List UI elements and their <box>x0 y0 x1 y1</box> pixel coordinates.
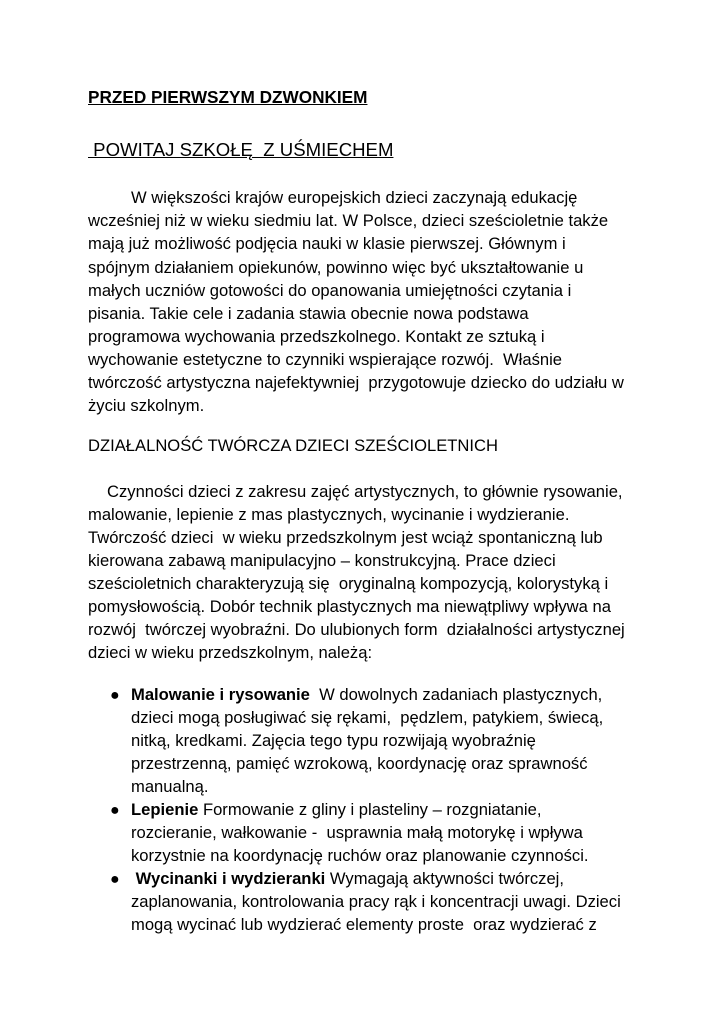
bullet-icon: ● <box>110 687 120 704</box>
list-item-line: rozcieranie, wałkowanie - usprawnia małą motorykę i wpływa <box>131 823 583 842</box>
intro-line: W większości krajów europejskich dzieci zaczynają edukację <box>131 188 578 207</box>
intro-line: małych uczniów gotowości do opanowania umiejętności czytania i <box>88 281 572 300</box>
intro-line: programowa wychowania przedszkolnego. Kontakt ze sztuką i <box>88 327 545 346</box>
list-item-line: zaplanowania, kontrolowania pracy rąk i koncentracji uwagi. Dzieci <box>131 892 621 911</box>
list-item-text: Wymagają aktywności twórczej, <box>325 869 564 888</box>
list-item-line: przestrzenną, pamięć wzrokową, koordynację oraz sprawność <box>131 754 588 773</box>
section-line: kierowana zabawą manipulacyjno – konstrukcyjną. Prace dzieci <box>88 551 556 570</box>
list-item-line: korzystnie na koordynację ruchów oraz planowanie czynności. <box>131 846 589 865</box>
section-line: malowanie, lepienie z mas plastycznych, wycinanie i wydzieranie. <box>88 505 570 524</box>
list-item-line: nitką, kredkami. Zajęcia tego typu rozwijają wyobraźnię <box>131 731 536 750</box>
document-subtitle: POWITAJ SZKOŁĘ Z UŚMIECHEM <box>88 139 394 160</box>
intro-line: spójnym działaniem opiekunów, powinno więc być ukształtowanie u <box>88 258 584 277</box>
intro-line: wcześniej niż w wieku siedmiu lat. W Polsce, dzieci sześcioletnie także <box>88 211 609 230</box>
list-item-first-line <box>131 683 602 706</box>
section-line: sześcioletnich charakteryzują się oryginalną kompozycją, kolorystyką i <box>88 574 609 593</box>
list-item-line: mogą wycinać lub wydzierać elementy proste oraz wydzierać z <box>131 915 597 934</box>
intro-line: twórczość artystyczna najefektywniej przygotowuje dziecko do udziału w <box>88 373 624 392</box>
section-line: Czynności dzieci z zakresu zajęć artystycznych, to głównie rysowanie, <box>107 482 623 501</box>
list-item-term: Lepienie <box>131 800 199 819</box>
list-item-line: manualną. <box>131 777 209 796</box>
list-item-first-line <box>131 798 541 821</box>
intro-line: życiu szkolnym. <box>88 396 205 415</box>
list-item-term: Malowanie i rysowanie <box>131 685 310 704</box>
section-line: pomysłowością. Dobór technik plastycznych ma niewątpliwy wpływa na <box>88 597 611 616</box>
intro-line: pisania. Takie cele i zadania stawia obecnie nowa podstawa <box>88 304 529 323</box>
document-title: PRZED PIERWSZYM DZWONKIEM <box>88 87 368 107</box>
list-item-line: dzieci mogą posługiwać się rękami, pędzlem, patykiem, świecą, <box>131 708 604 727</box>
list-item-text: Formowanie z gliny i plasteliny – rozgniatanie, <box>198 800 542 819</box>
list-item-text: W dowolnych zadaniach plastycznych, <box>309 685 603 704</box>
intro-line: wychowanie estetyczne to czynniki wspierające rozwój. Właśnie <box>88 350 563 369</box>
section-line: rozwój twórczej wyobraźni. Do ulubionych form działalności artystycznej <box>88 620 625 639</box>
list-item-first-line <box>131 867 564 890</box>
section-line: Twórczość dzieci w wieku przedszkolnym jest wciąż spontaniczną lub <box>88 528 603 547</box>
section-heading: DZIAŁALNOŚĆ TWÓRCZA DZIECI SZEŚCIOLETNICH <box>88 436 498 455</box>
intro-line: mają już możliwość podjęcia nauki w klasie pierwszej. Głównym i <box>88 234 566 253</box>
list-item-term: Wycinanki i wydzieranki <box>131 869 326 888</box>
bullet-icon: ● <box>110 802 120 819</box>
bullet-icon: ● <box>110 871 120 888</box>
section-line: dzieci w wieku przedszkolnym, należą: <box>88 643 373 662</box>
